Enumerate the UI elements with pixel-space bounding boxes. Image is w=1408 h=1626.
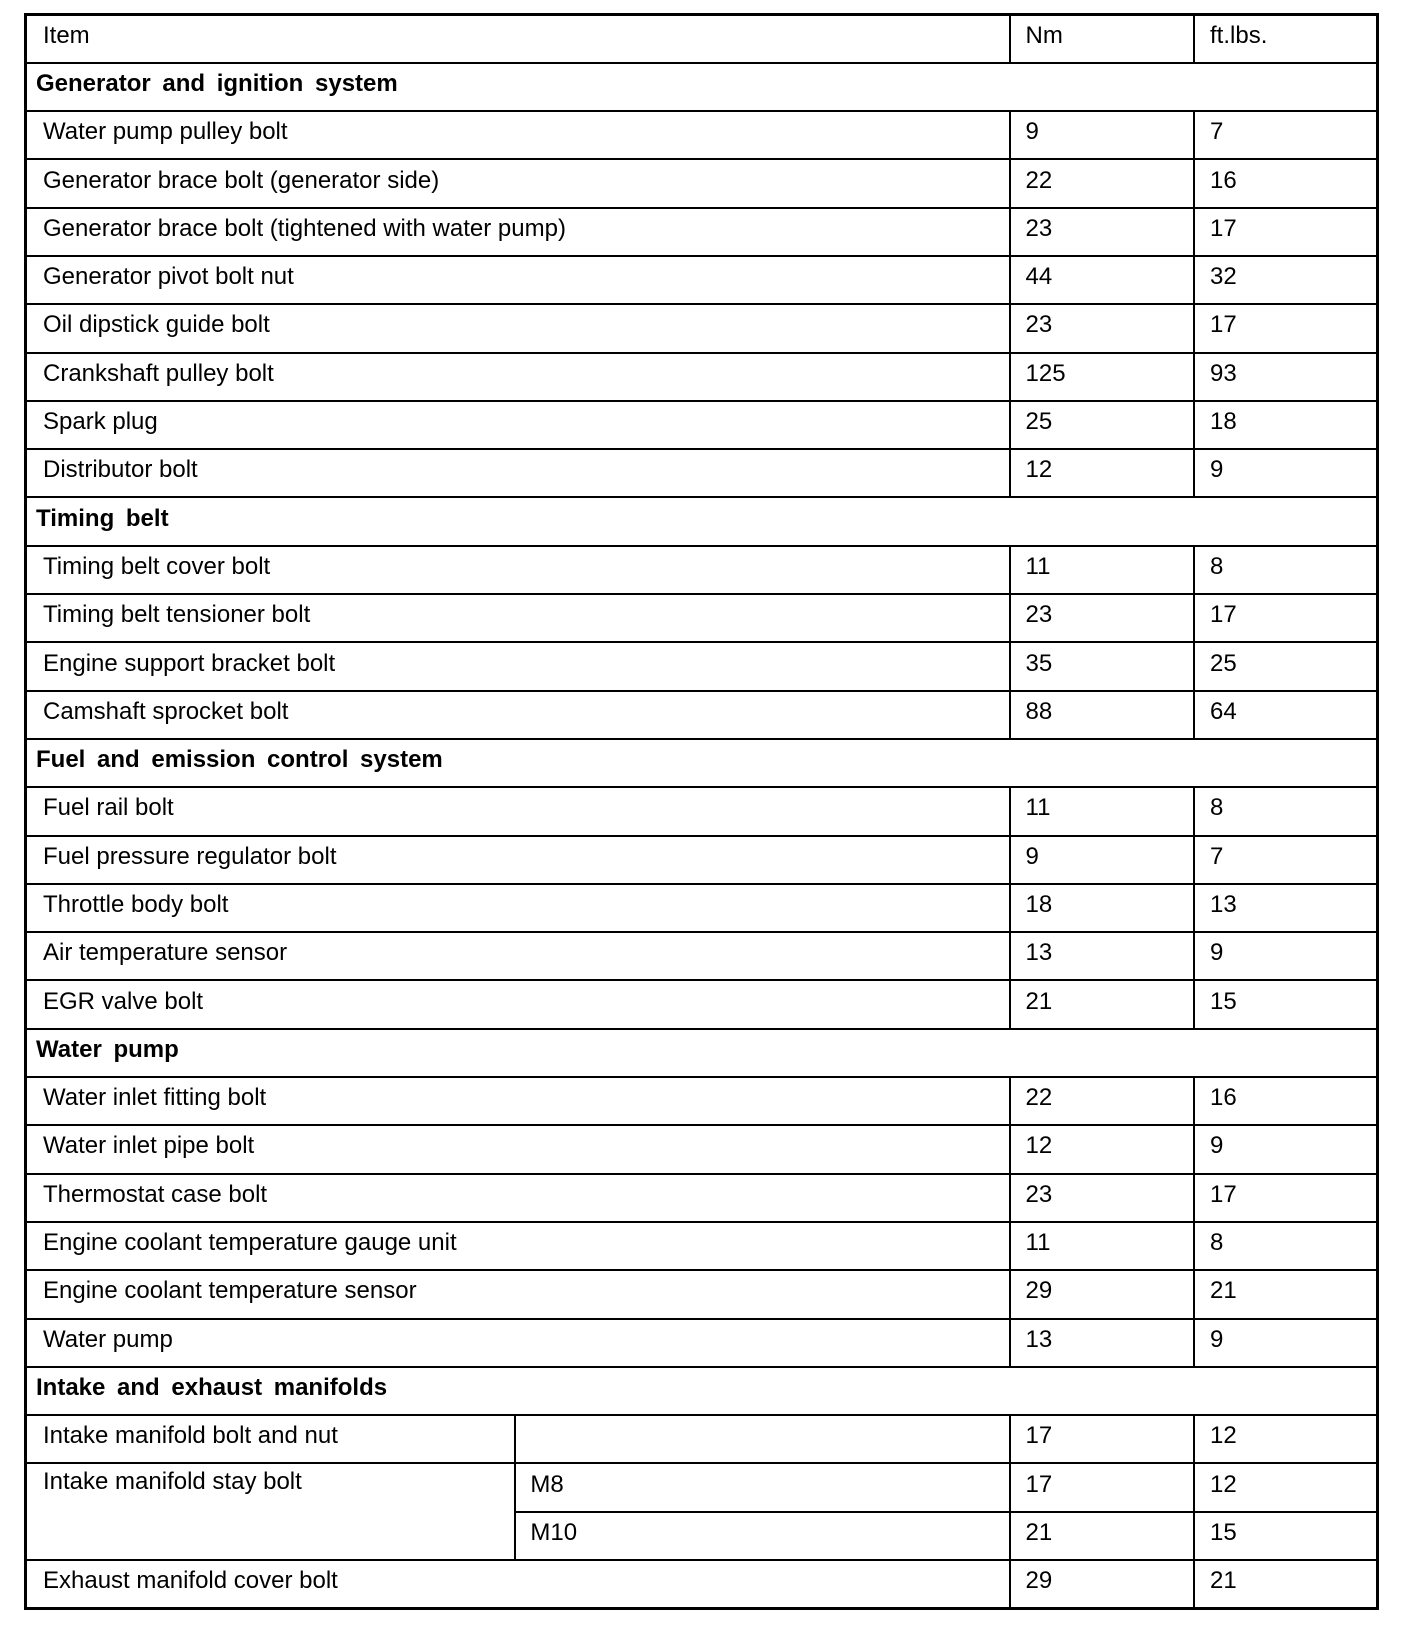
nm-cell: 22 bbox=[1010, 159, 1195, 207]
section-header-row bbox=[26, 497, 1378, 545]
nm-cell: 12 bbox=[1010, 449, 1195, 497]
nm-cell: 44 bbox=[1010, 256, 1195, 304]
table-row bbox=[26, 1560, 1378, 1609]
item-cell: Throttle body bolt bbox=[26, 884, 1010, 932]
item-cell: Air temperature sensor bbox=[26, 932, 1010, 980]
section-title: Intake and exhaust manifolds bbox=[26, 1367, 1378, 1415]
ftlbs-cell: 7 bbox=[1194, 111, 1377, 159]
ftlbs-cell: 9 bbox=[1194, 1125, 1377, 1173]
item-cell: Water inlet pipe bolt bbox=[26, 1125, 1010, 1173]
item-cell: Camshaft sprocket bolt bbox=[26, 691, 1010, 739]
header-item: Item bbox=[26, 15, 1010, 63]
table-row bbox=[26, 353, 1378, 401]
ftlbs-cell: 17 bbox=[1194, 208, 1377, 256]
item-cell: Engine coolant temperature gauge unit bbox=[26, 1222, 1010, 1270]
nm-cell: 29 bbox=[1010, 1270, 1195, 1318]
ftlbs-cell: 13 bbox=[1194, 884, 1377, 932]
nm-cell: 9 bbox=[1010, 836, 1195, 884]
ftlbs-cell: 17 bbox=[1194, 304, 1377, 352]
table-row bbox=[26, 787, 1378, 835]
ftlbs-cell: 25 bbox=[1194, 642, 1377, 690]
table-row bbox=[26, 304, 1378, 352]
ftlbs-cell: 8 bbox=[1194, 787, 1377, 835]
nm-cell: 9 bbox=[1010, 111, 1195, 159]
ftlbs-cell: 15 bbox=[1194, 1512, 1377, 1560]
nm-cell: 88 bbox=[1010, 691, 1195, 739]
ftlbs-cell: 8 bbox=[1194, 546, 1377, 594]
item-cell: Intake manifold bolt and nut bbox=[26, 1415, 516, 1463]
section-title: Timing belt bbox=[26, 497, 1378, 545]
table-row bbox=[26, 884, 1378, 932]
ftlbs-cell: 21 bbox=[1194, 1270, 1377, 1318]
item-cell: Crankshaft pulley bolt bbox=[26, 353, 1010, 401]
item-cell: Exhaust manifold cover bolt bbox=[26, 1560, 1010, 1609]
ftlbs-cell: 7 bbox=[1194, 836, 1377, 884]
section-header-row bbox=[26, 63, 1378, 111]
ftlbs-cell: 18 bbox=[1194, 401, 1377, 449]
item-cell: Thermostat case bolt bbox=[26, 1174, 1010, 1222]
size-cell: M8 bbox=[515, 1463, 1009, 1511]
nm-cell: 21 bbox=[1010, 980, 1195, 1028]
header-ftlbs: ft.lbs. bbox=[1194, 15, 1377, 63]
table-row bbox=[26, 980, 1378, 1028]
ftlbs-cell: 9 bbox=[1194, 1319, 1377, 1367]
item-cell: Oil dipstick guide bolt bbox=[26, 304, 1010, 352]
torque-specification-table bbox=[24, 13, 1379, 1610]
nm-cell: 23 bbox=[1010, 1174, 1195, 1222]
table-row bbox=[26, 159, 1378, 207]
ftlbs-cell: 12 bbox=[1194, 1415, 1377, 1463]
nm-cell: 23 bbox=[1010, 208, 1195, 256]
table-row bbox=[26, 594, 1378, 642]
nm-cell: 17 bbox=[1010, 1463, 1195, 1511]
table-row bbox=[26, 932, 1378, 980]
section-header-row bbox=[26, 1029, 1378, 1077]
section-header-row bbox=[26, 739, 1378, 787]
table-row bbox=[26, 691, 1378, 739]
table-row bbox=[26, 1463, 1378, 1511]
nm-cell: 12 bbox=[1010, 1125, 1195, 1173]
size-cell bbox=[515, 1415, 1009, 1463]
table-row bbox=[26, 1319, 1378, 1367]
table-row bbox=[26, 111, 1378, 159]
item-cell: Generator pivot bolt nut bbox=[26, 256, 1010, 304]
ftlbs-cell: 17 bbox=[1194, 1174, 1377, 1222]
item-cell: Spark plug bbox=[26, 401, 1010, 449]
nm-cell: 11 bbox=[1010, 787, 1195, 835]
nm-cell: 22 bbox=[1010, 1077, 1195, 1125]
table-row bbox=[26, 1415, 1378, 1463]
table-row bbox=[26, 401, 1378, 449]
table-row bbox=[26, 642, 1378, 690]
item-cell: Timing belt tensioner bolt bbox=[26, 594, 1010, 642]
ftlbs-cell: 21 bbox=[1194, 1560, 1377, 1609]
table-row bbox=[26, 1222, 1378, 1270]
table-row bbox=[26, 1077, 1378, 1125]
item-cell: Engine support bracket bolt bbox=[26, 642, 1010, 690]
item-cell: Fuel rail bolt bbox=[26, 787, 1010, 835]
section-header-row bbox=[26, 1367, 1378, 1415]
size-cell: M10 bbox=[515, 1512, 1009, 1560]
nm-cell: 35 bbox=[1010, 642, 1195, 690]
table-row bbox=[26, 1125, 1378, 1173]
table-row bbox=[26, 1270, 1378, 1318]
item-cell: Water inlet fitting bolt bbox=[26, 1077, 1010, 1125]
item-cell: Distributor bolt bbox=[26, 449, 1010, 497]
table-row bbox=[26, 208, 1378, 256]
item-cell: Generator brace bolt (tightened with water pump) bbox=[26, 208, 1010, 256]
section-title: Fuel and emission control system bbox=[26, 739, 1378, 787]
ftlbs-cell: 12 bbox=[1194, 1463, 1377, 1511]
ftlbs-cell: 9 bbox=[1194, 932, 1377, 980]
ftlbs-cell: 9 bbox=[1194, 449, 1377, 497]
ftlbs-cell: 16 bbox=[1194, 159, 1377, 207]
ftlbs-cell: 93 bbox=[1194, 353, 1377, 401]
ftlbs-cell: 8 bbox=[1194, 1222, 1377, 1270]
nm-cell: 13 bbox=[1010, 1319, 1195, 1367]
section-title: Water pump bbox=[26, 1029, 1378, 1077]
item-cell: Water pump bbox=[26, 1319, 1010, 1367]
item-cell: EGR valve bolt bbox=[26, 980, 1010, 1028]
item-cell: Fuel pressure regulator bolt bbox=[26, 836, 1010, 884]
nm-cell: 11 bbox=[1010, 1222, 1195, 1270]
section-title: Generator and ignition system bbox=[26, 63, 1378, 111]
nm-cell: 29 bbox=[1010, 1560, 1195, 1609]
header-nm: Nm bbox=[1010, 15, 1195, 63]
table-row bbox=[26, 546, 1378, 594]
table-row bbox=[26, 449, 1378, 497]
item-cell: Timing belt cover bolt bbox=[26, 546, 1010, 594]
nm-cell: 18 bbox=[1010, 884, 1195, 932]
table-row bbox=[26, 836, 1378, 884]
ftlbs-cell: 64 bbox=[1194, 691, 1377, 739]
table-row bbox=[26, 1174, 1378, 1222]
nm-cell: 125 bbox=[1010, 353, 1195, 401]
nm-cell: 17 bbox=[1010, 1415, 1195, 1463]
ftlbs-cell: 32 bbox=[1194, 256, 1377, 304]
header-row bbox=[26, 15, 1378, 63]
nm-cell: 25 bbox=[1010, 401, 1195, 449]
item-cell: Intake manifold stay bolt bbox=[26, 1463, 516, 1560]
ftlbs-cell: 16 bbox=[1194, 1077, 1377, 1125]
nm-cell: 23 bbox=[1010, 304, 1195, 352]
ftlbs-cell: 17 bbox=[1194, 594, 1377, 642]
table-row bbox=[26, 256, 1378, 304]
nm-cell: 23 bbox=[1010, 594, 1195, 642]
nm-cell: 21 bbox=[1010, 1512, 1195, 1560]
item-cell: Engine coolant temperature sensor bbox=[26, 1270, 1010, 1318]
nm-cell: 13 bbox=[1010, 932, 1195, 980]
item-cell: Generator brace bolt (generator side) bbox=[26, 159, 1010, 207]
nm-cell: 11 bbox=[1010, 546, 1195, 594]
item-cell: Water pump pulley bolt bbox=[26, 111, 1010, 159]
ftlbs-cell: 15 bbox=[1194, 980, 1377, 1028]
